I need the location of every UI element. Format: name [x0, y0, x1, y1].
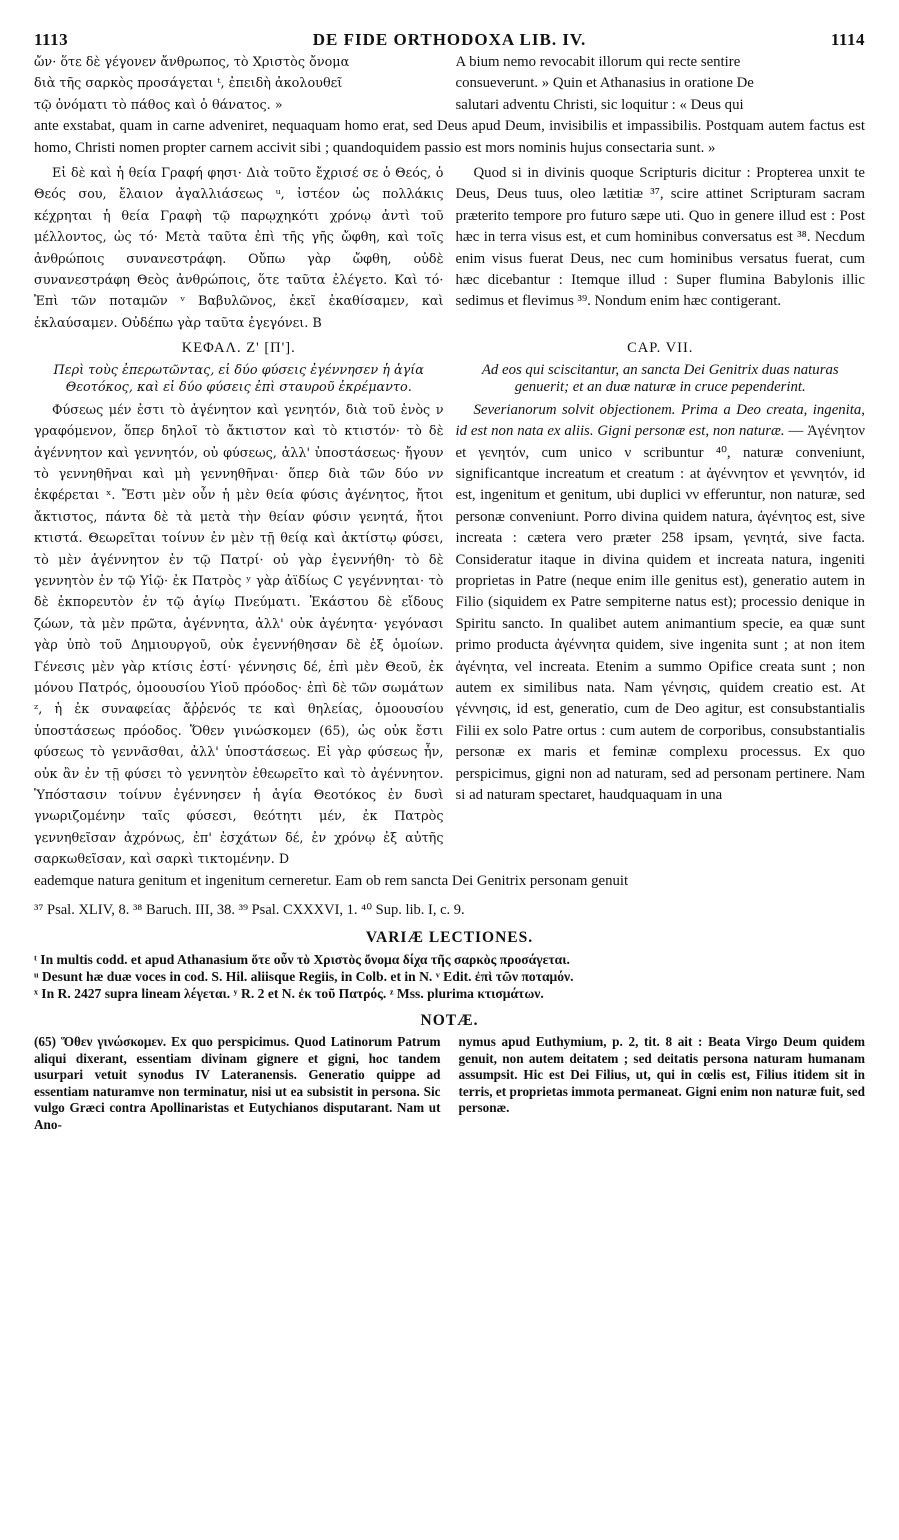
greek-column-top [34, 52, 444, 116]
latin-column-sec2 [456, 400, 866, 871]
latin-paragraph: Quod si in divinis quoque Scripturis dicitur : Propterea unxit te Deus, Deus tuus, oleo lætitiæ ³⁷, scire attinet Scripturam sacram præterito tempore pro futuro sæpe uti. Quo in genere illud est : Post hæc in terra visus est, et cum hominibus conversatus est ³⁸. Necdum enim visus fuerat Deus, nec cum hominibus versatus fuerat, cum hæc dicebantur : Itemque illud : Super flumina Babylonis illic sedimus et flevimus ³⁹. Nondum enim hæc contigerant. [455, 165, 865, 310]
greek-paragraph: Φύσεως μέν ἐστι τὸ ἀγένητον καὶ γενητόν, διὰ τοῦ ἑνὸς ν γραφόμενον, ὅπερ δηλοῖ τὸ ἄκτιστον καὶ τὸ κτιστόν· τὸ δὲ ἀγέννητον καὶ γεννητόν, οὐ φύσεως, ἀλλ' ὑποστάσεως· ἤγουν τὸ γεννηθῆναι καὶ μὴ γεννηθῆναι· ὅπερ διὰ τῶν δύο νν ἐκφέρεται ˣ. Ἔστι μὲν οὖν ἡ μὲν θεία φύσις ἀγένητος, ἤτοι ἄκτιστος, πάντα δὲ τὰ μετὰ τὴν θείαν φύσιν γενητά, ἤτοι κτιστά. Θεωρεῖται τοίνυν ἐν μὲν τῇ θείᾳ καὶ ἀκτίστῳ φύσει, τὸ μὲν ἀγέννητον ἐν τῷ Πατρί· οὐ γὰρ ἐγεννήθη· τὸ δὲ γεννητὸν ἐν τῷ Υἱῷ· ἐκ Πατρὸς ʸ γὰρ ἀϊδίως C γεγέννηται· τὸ δὲ ἐκπορευτὸν ἐν τῷ ἁγίῳ Πνεύματι. Ἑκάστου δὲ εἴδους ζώων, τὰ μὲν πρῶτα, ἀγέννητα, ἀλλ' οὐκ ἀγένητα· γεγόνασι γὰρ ὑπὸ τοῦ Δημιουργοῦ, οὐκ ἐγεννήθησαν δὲ ἐξ ὁμοίων. Γένεσις μὲν γὰρ κτίσις ἐστί· γέννησις δέ, ἐπὶ μὲν Θεοῦ, ἐκ μόνου Πατρός, ὁμοουσίου Υἱοῦ πρόοδος· ἐπὶ δὲ τῶν σωμάτων ᶻ, ἡ ἐκ συναφείας ἄῤῥενός τε καὶ θηλείας, ὁμοουσίου ὑποστάσεως πρόοδος. Ὅθεν γινώσκομεν (65), ὡς οὐκ ἔστι φύσεως τὸ γεννᾶσθαι, ἀλλ' ὑποστάσεως. Εἰ γὰρ φύσεως ἦν, οὐκ ἂν ἐν τῇ φύσει τὸ γεννητὸν ἐθεωρεῖτο καὶ τὸ ἀγέννητον. Ὑπόστασιν τοίνυν ἐγέννησεν ἡ ἁγία Θεοτόκος ἐν δυσὶ γνωριζομένην ταῖς φύσεσι, θεότητι μέν, ἐκ Πατρὸς γεννηθεῖσαν ἀχρόνως, ἐπ' ἐσχάτων δέ, ἐν χρόνῳ ἐξ αὐτῆς σαρκωθεῖσαν, καὶ σαρκὶ τικτομένην. D [34, 402, 444, 868]
running-header [34, 30, 865, 52]
greek-chapter-heading [34, 334, 444, 395]
full-width-paragraph: eademque natura genitum et ingenitum cerneretur. Eam ob rem sancta Dei Genitrix personam genuit [34, 872, 629, 889]
variae-lectiones-title: VARIÆ LECTIONES. [365, 929, 534, 947]
greek-column-sec1 [34, 163, 444, 334]
greek-column-sec2 [34, 400, 444, 871]
note-left-column: (65) Ὅθεν γινώσκομεν. Ex quo perspicimus. Quod Latinorum Patrum aliqui dixerant, essentiam divinam gignere et gigni, hoc tandem usurpari vetuit synodus IV Lateranensis. Generatio quippe ad essentiam naturamve non terminatur, nisi ut ea subsistit in persona. Sic vulgo Græci contra Apollinaristas et Eutychianos disputarant. Nam ut Ano- [34, 1034, 441, 1132]
latin-column-top [456, 52, 866, 116]
note-right-column: nymus apud Euthymium, p. 2, tit. 8 ait : Beata Virgo Deum quidem genuit, non autem deitatem ; sed deitatis persona naturam humanam assumpsit. Hic est Dei Filius, ut, qui in cœlis est, Filius itidem sit in terris, et proprietas immota permaneat. Gigni enim non naturæ fuit, sed personæ. [458, 1034, 865, 1116]
variant-line: ᵘ Desunt hæ duæ voces in cod. S. Hil. aliisque Regiis, in Colb. et in N. ᵛ Edit. ἐπὶ τῶν ποταμόν. [34, 969, 574, 985]
latin-paragraph [456, 400, 866, 807]
latin-summary: Severianorum solvit objectionem. Prima a Deo creata, ingenita, id est non nata ex aliis. Gigni personæ est, non naturæ. [455, 401, 865, 440]
latin-chapter-subtitle: Ad eos qui sciscitantur, an sancta Dei Genitrix duas naturas genuerit; et an duæ naturæ in cruce pependerint. [481, 361, 839, 395]
variant-line: ˣ In R. 2427 supra lineam λέγεται. ʸ R. 2 et N. ἐκ τοῦ Πατρός. ᶻ Mss. plurima κτισμάτων. [34, 986, 544, 1002]
latin-chapter-title: CAP. VII. [627, 340, 694, 357]
top-columns [34, 52, 865, 116]
scripture-footnotes: ³⁷ Psal. XLIV, 8. ³⁸ Baruch. III, 38. ³⁹ Psal. CXXXVI, 1. ⁴⁰ Sup. lib. I, c. 9. [34, 902, 465, 919]
notae [34, 1034, 865, 1133]
section2-columns [34, 400, 865, 871]
variae-lectiones [34, 951, 865, 1002]
page-number-left: 1113 [34, 30, 69, 49]
notae-title: NOTÆ. [420, 1012, 479, 1030]
greek-line: ὤν· ὅτε δὲ γέγονεν ἄνθρωπος, τὸ Χριστὸς ὄνομα [34, 55, 350, 70]
section1-columns [34, 163, 865, 334]
variant-line: ᵗ In multis codd. et apud Athanasium ὅτε οὖν τὸ Χριστὸς ὄνομα δίχα τῆς σαρκὸς προσάγεται. [34, 952, 570, 968]
greek-line: διὰ τῆς σαρκὸς προσάγεται ᵗ, ἐπειδὴ ἀκολουθεῖ [34, 76, 343, 92]
greek-chapter-title: ΚΕΦΑΛ. Ζ' [Π']. [181, 340, 296, 357]
latin-line: salutari adventu Christi, sic loquitur : « Deus qui [455, 96, 744, 113]
latin-line: consueverunt. » Quin et Athanasius in oratione De [455, 75, 754, 92]
greek-chapter-subtitle: Περὶ τοὺς ἐπερωτῶντας, εἰ δύο φύσεις ἐγέννησεν ἡ ἁγία Θεοτόκος, καὶ εἰ δύο φύσεις ἐπὶ σταυροῦ ἐκρέμαντο. [53, 362, 424, 395]
latin-line: A bium nemo revocabit illorum qui recte sentire [455, 54, 741, 70]
greek-paragraph: Εἰ δὲ καὶ ἡ θεία Γραφή φησι· Διὰ τοῦτο ἔχρισέ σε ὁ Θεός, ὁ Θεός σου, ἔλαιον ἀγαλλιάσεως ᵘ, ἰστέον ὡς πολλάκις κέχρηται ἡ θεία Γραφὴ τῷ παρῳχηκότι χρόνῳ ἀντὶ τοῦ μέλλοντος, ὡς τό· Μετὰ ταῦτα ἐπὶ τῆς γῆς ὤφθη, καὶ τοῖς ἀνθρώποις συνανεστράφη. Οὔπω γὰρ ὤφθη, οὐδὲ συνανεστράφη Θεὸς ἀνθρώποις, ὅτε ταῦτα ἐλέγετο. Καὶ τό· Ἐπὶ τῶν ποταμῶν ᵛ Βαβυλῶνος, ἐκεῖ ἐκαθίσαμεν, καὶ ἐκλαύσαμεν. Οὐδέπω γὰρ ταῦτα ἐγεγόνει. B [34, 166, 444, 331]
greek-line: τῷ ὀνόματι τὸ πάθος καὶ ὁ θάνατος. » [34, 97, 283, 113]
chapter-heading-columns [34, 334, 865, 395]
running-title: DE FIDE ORTHODOXA LIB. IV. [312, 30, 587, 49]
latin-column-sec1 [456, 163, 866, 334]
page-number-right: 1114 [830, 30, 865, 49]
full-width-paragraph: ante exstabat, quam in carne adveniret, nequaquam homo erat, sed Deus apud Deum, invisibilis et impassibilis. Postquam autem factus est homo, Christi nomen propter carnem accivit sibi ; quandoquidem passio est mors nominis hujus consectaria sunt. » [34, 118, 865, 156]
latin-body: — Ἀγένητον et γενητόν, cum unico ν scribuntur ⁴⁰, naturæ conveniunt, significantque increatum et creatum : at ἀγέννητον et γεννητόν, id est, ingenitum et genitum, ubi duplici νν efferuntur, non naturæ, sed personæ conveniunt. Porro divina quidem natura, ἀγένητος est, sive increata : cætera vero præter 258 ipsam, γενητά, sive facta. Consideratur itaque in divina quidem et increata natura, ingeniti proprietas in Patre (neque enim ille genitus est), generatio autem in Filio (siquidem ex Patre sempiterne natus est); processio denique in Spiritu sancto. In qualibet autem animantium specie, ea quæ sunt primo producta ἀγέννητα quidem, sive ingenita sunt ; at non item ἀγένητα, vel increata. Etenim a summo Opifice creata sunt ; non autem ex similibus nata. Nam γένησις, quidem creatio est. At γέννησις, id est, generatio, cum de Deo agitur, est consubstantialis Filii ex solo Patre ortus : cum autem de corporibus, consubstantialis personæ ex maris et feminæ complexu processus. Ex quo perspicimus, gigni non ad naturam, sed ad personam pertinere. Nam si ad naturam spectaret, haudquaquam in una [455, 423, 865, 803]
latin-chapter-heading [456, 334, 866, 395]
